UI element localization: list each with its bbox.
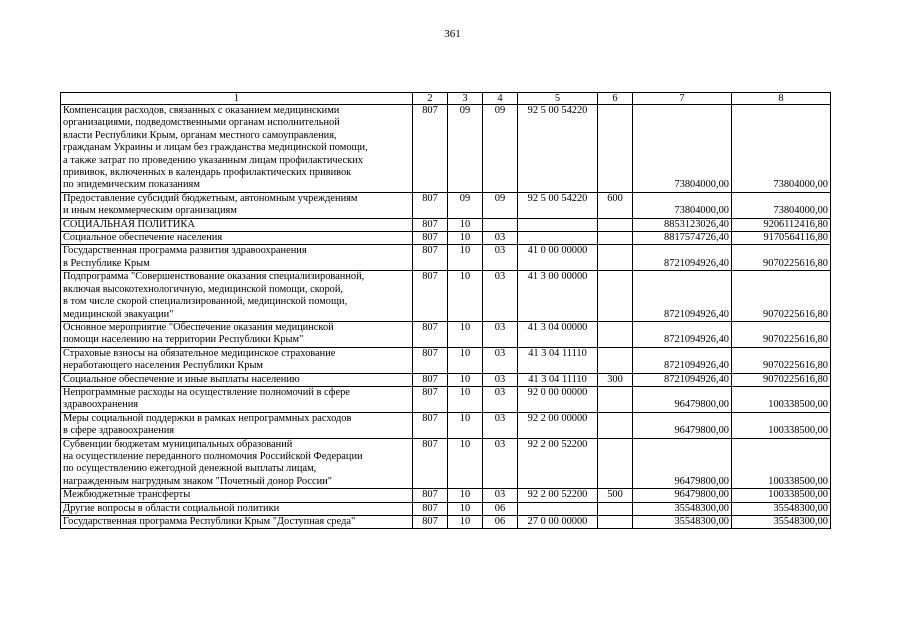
section-code-cell: 09 — [448, 192, 483, 218]
header-row — [61, 93, 831, 105]
target-article-cell: 92 2 00 00000 — [518, 412, 598, 438]
amount-year-1-cell: 73804000,00 — [633, 105, 732, 193]
section-code-cell: 10 — [448, 373, 483, 386]
amount-year-1-cell: 73804000,00 — [633, 192, 732, 218]
ministry-code-cell: 807 — [413, 412, 448, 438]
subsection-code-cell: 03 — [483, 271, 518, 322]
expense-type-cell: 300 — [598, 373, 633, 386]
row-name-cell: Меры социальной поддержки в рамках непрограммных расходов в сфере здравоохранения — [61, 412, 413, 438]
subsection-code-cell: 09 — [483, 105, 518, 193]
table-row — [61, 347, 831, 373]
section-code-cell: 10 — [448, 502, 483, 515]
row-name-cell: Социальное обеспечение населения — [61, 232, 413, 245]
amount-year-2-cell: 9070225616,80 — [732, 373, 831, 386]
amount-year-2-cell: 100338500,00 — [732, 489, 831, 502]
row-name-cell: СОЦИАЛЬНАЯ ПОЛИТИКА — [61, 218, 413, 231]
ministry-code-cell: 807 — [413, 271, 448, 322]
row-name-cell: Государственная программа развития здравоохранения в Республике Крым — [61, 245, 413, 271]
amount-year-2-cell: 9206112416,80 — [732, 218, 831, 231]
amount-year-1-cell: 8721094926,40 — [633, 347, 732, 373]
row-name-cell: Другие вопросы в области социальной политики — [61, 502, 413, 515]
ministry-code-cell: 807 — [413, 347, 448, 373]
ministry-code-cell: 807 — [413, 438, 448, 489]
header-cell: 4 — [483, 93, 518, 105]
expense-type-cell — [598, 502, 633, 515]
amount-year-2-cell: 35548300,00 — [732, 502, 831, 515]
target-article-cell: 92 2 00 52200 — [518, 489, 598, 502]
ministry-code-cell: 807 — [413, 218, 448, 231]
expense-type-cell — [598, 245, 633, 271]
table-row — [61, 245, 831, 271]
subsection-code-cell: 06 — [483, 516, 518, 529]
subsection-code-cell: 03 — [483, 412, 518, 438]
expense-type-cell — [598, 321, 633, 347]
amount-year-1-cell: 96479800,00 — [633, 489, 732, 502]
table-row — [61, 516, 831, 529]
expense-type-cell — [598, 232, 633, 245]
table-row — [61, 271, 831, 322]
row-name-cell: Компенсация расходов, связанных с оказанием медицинскими организациями, подведомственными органам исполнительной власти Республики Крым, органам местного самоуправления, гражданам Украины и лицам без гражданства медицинской помощи, а также затрат по проведению указанным лицам профилактических прививок, включенных в календарь профилактических прививок по эпидемическим показаниям — [61, 105, 413, 193]
ministry-code-cell: 807 — [413, 105, 448, 193]
ministry-code-cell: 807 — [413, 489, 448, 502]
section-code-cell: 10 — [448, 271, 483, 322]
target-article-cell: 27 0 00 00000 — [518, 516, 598, 529]
expense-type-cell: 600 — [598, 192, 633, 218]
table-row — [61, 502, 831, 515]
table-row — [61, 373, 831, 386]
row-name-cell: Государственная программа Республики Крым "Доступная среда" — [61, 516, 413, 529]
target-article-cell — [518, 502, 598, 515]
amount-year-2-cell: 9170564116,80 — [732, 232, 831, 245]
ministry-code-cell: 807 — [413, 232, 448, 245]
target-article-cell: 92 2 00 52200 — [518, 438, 598, 489]
amount-year-1-cell: 8817574726,40 — [633, 232, 732, 245]
ministry-code-cell: 807 — [413, 516, 448, 529]
header-cell: 5 — [518, 93, 598, 105]
target-article-cell: 92 0 00 00000 — [518, 386, 598, 412]
target-article-cell: 41 3 04 11110 — [518, 347, 598, 373]
ministry-code-cell: 807 — [413, 321, 448, 347]
ministry-code-cell: 807 — [413, 502, 448, 515]
expense-type-cell — [598, 218, 633, 231]
subsection-code-cell: 03 — [483, 438, 518, 489]
ministry-code-cell: 807 — [413, 386, 448, 412]
subsection-code-cell: 03 — [483, 245, 518, 271]
page-number: 361 — [444, 28, 461, 40]
expense-type-cell — [598, 516, 633, 529]
amount-year-1-cell: 8721094926,40 — [633, 245, 732, 271]
amount-year-1-cell: 8721094926,40 — [633, 373, 732, 386]
amount-year-2-cell: 73804000,00 — [732, 192, 831, 218]
table-row — [61, 218, 831, 231]
expense-type-cell — [598, 386, 633, 412]
subsection-code-cell — [483, 218, 518, 231]
section-code-cell: 10 — [448, 412, 483, 438]
amount-year-2-cell: 100338500,00 — [732, 438, 831, 489]
expense-type-cell — [598, 105, 633, 193]
header-cell: 1 — [61, 93, 413, 105]
ministry-code-cell: 807 — [413, 245, 448, 271]
section-code-cell: 10 — [448, 321, 483, 347]
table-row — [61, 321, 831, 347]
amount-year-2-cell: 9070225616,80 — [732, 347, 831, 373]
subsection-code-cell: 03 — [483, 386, 518, 412]
row-name-cell: Межбюджетные трансферты — [61, 489, 413, 502]
amount-year-2-cell: 9070225616,80 — [732, 245, 831, 271]
section-code-cell: 10 — [448, 218, 483, 231]
amount-year-2-cell: 9070225616,80 — [732, 321, 831, 347]
target-article-cell: 92 5 00 54220 — [518, 192, 598, 218]
table-row — [61, 105, 831, 193]
row-name-cell: Основное мероприятие "Обеспечение оказания медицинской помощи населению на территории Республики Крым" — [61, 321, 413, 347]
row-name-cell: Подпрограмма "Совершенствование оказания специализированной, включая высокотехнологичную, медицинской помощи, скорой, в том числе скорой специализированной, медицинской помощи, медицинской эвакуации" — [61, 271, 413, 322]
ministry-code-cell: 807 — [413, 373, 448, 386]
header-cell: 3 — [448, 93, 483, 105]
amount-year-1-cell: 8721094926,40 — [633, 321, 732, 347]
table-row — [61, 386, 831, 412]
table-row — [61, 438, 831, 489]
amount-year-2-cell: 100338500,00 — [732, 412, 831, 438]
section-code-cell: 10 — [448, 347, 483, 373]
table-row — [61, 489, 831, 502]
header-cell: 8 — [732, 93, 831, 105]
target-article-cell — [518, 218, 598, 231]
target-article-cell: 41 3 04 11110 — [518, 373, 598, 386]
header-cell: 7 — [633, 93, 732, 105]
row-name-cell: Страховые взносы на обязательное медицинское страхование неработающего населения Республики Крым — [61, 347, 413, 373]
section-code-cell: 09 — [448, 105, 483, 193]
subsection-code-cell: 06 — [483, 502, 518, 515]
subsection-code-cell: 03 — [483, 321, 518, 347]
target-article-cell — [518, 232, 598, 245]
subsection-code-cell: 03 — [483, 373, 518, 386]
amount-year-2-cell: 35548300,00 — [732, 516, 831, 529]
row-name-cell: Предоставление субсидий бюджетным, автономным учреждениям и иным некоммерческим организациям — [61, 192, 413, 218]
target-article-cell: 92 5 00 54220 — [518, 105, 598, 193]
amount-year-1-cell: 96479800,00 — [633, 412, 732, 438]
target-article-cell: 41 3 04 00000 — [518, 321, 598, 347]
row-name-cell: Социальное обеспечение и иные выплаты населению — [61, 373, 413, 386]
amount-year-2-cell: 100338500,00 — [732, 386, 831, 412]
target-article-cell: 41 0 00 00000 — [518, 245, 598, 271]
subsection-code-cell: 03 — [483, 232, 518, 245]
row-name-cell: Субвенции бюджетам муниципальных образований на осуществление переданного полномочия Российской Федерации по осуществлению ежегодной денежной выплаты лицам, награжденным нагрудным знаком "Почетный донор России" — [61, 438, 413, 489]
amount-year-2-cell: 73804000,00 — [732, 105, 831, 193]
expense-type-cell: 500 — [598, 489, 633, 502]
expense-type-cell — [598, 438, 633, 489]
table-row — [61, 232, 831, 245]
table-row — [61, 192, 831, 218]
expense-type-cell — [598, 271, 633, 322]
amount-year-1-cell: 35548300,00 — [633, 502, 732, 515]
section-code-cell: 10 — [448, 516, 483, 529]
expense-type-cell — [598, 412, 633, 438]
expense-type-cell — [598, 347, 633, 373]
table-row — [61, 412, 831, 438]
budget-table — [60, 92, 831, 529]
amount-year-1-cell: 8721094926,40 — [633, 271, 732, 322]
subsection-code-cell: 09 — [483, 192, 518, 218]
amount-year-1-cell: 8853123026,40 — [633, 218, 732, 231]
row-name-cell: Непрограммные расходы на осуществление полномочий в сфере здравоохранения — [61, 386, 413, 412]
section-code-cell: 10 — [448, 438, 483, 489]
header-cell: 6 — [598, 93, 633, 105]
section-code-cell: 10 — [448, 386, 483, 412]
section-code-cell: 10 — [448, 232, 483, 245]
amount-year-1-cell: 96479800,00 — [633, 386, 732, 412]
ministry-code-cell: 807 — [413, 192, 448, 218]
amount-year-1-cell: 96479800,00 — [633, 438, 732, 489]
subsection-code-cell: 03 — [483, 489, 518, 502]
target-article-cell: 41 3 00 00000 — [518, 271, 598, 322]
amount-year-1-cell: 35548300,00 — [633, 516, 732, 529]
section-code-cell: 10 — [448, 489, 483, 502]
header-cell: 2 — [413, 93, 448, 105]
subsection-code-cell: 03 — [483, 347, 518, 373]
section-code-cell: 10 — [448, 245, 483, 271]
amount-year-2-cell: 9070225616,80 — [732, 271, 831, 322]
